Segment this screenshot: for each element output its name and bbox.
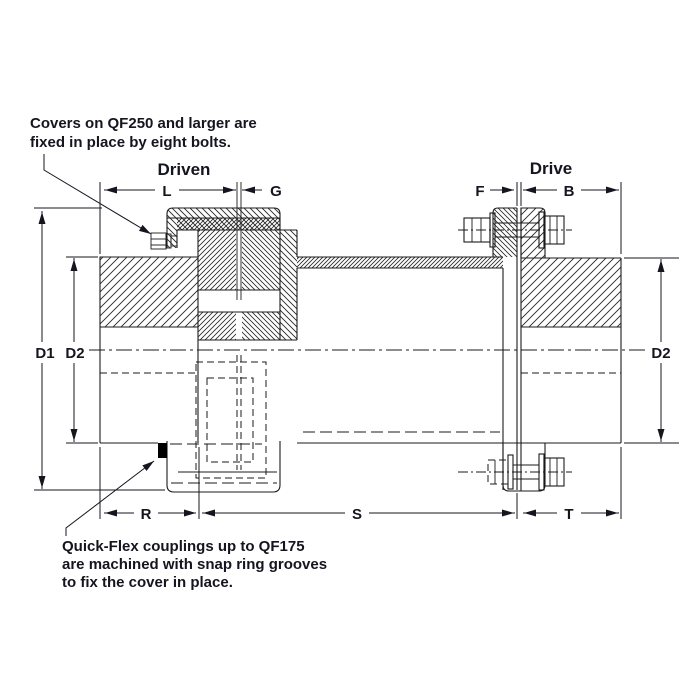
flange-joint (493, 208, 545, 491)
spacer-flange-lug (493, 208, 517, 257)
dim-label-F: F (475, 183, 485, 200)
driven-hub-section (100, 257, 198, 327)
dim-label-L: L (162, 183, 172, 200)
cover-exterior-outline (167, 441, 280, 492)
bottom-note-leader (66, 461, 154, 536)
top-note-line1: Covers on QF250 and larger are (30, 115, 257, 132)
bottom-note-line3: to fix the cover in place. (62, 574, 233, 591)
top-note-leader (44, 154, 151, 234)
hub-flange-lug (521, 208, 545, 258)
dim-label-D2-right: D2 (651, 345, 671, 362)
snap-ring (158, 443, 167, 458)
dim-label-R: R (140, 506, 152, 523)
bottom-note-line2: are machined with snap ring grooves (62, 556, 328, 573)
dim-label-S: S (351, 506, 363, 523)
bottom-bolt (458, 454, 572, 490)
drive-hub-section (521, 258, 621, 327)
bottom-note-line1: Quick-Flex couplings up to QF175 (62, 538, 305, 555)
top-note (30, 115, 257, 151)
tube-section (297, 257, 503, 268)
dim-F (489, 182, 521, 206)
top-note-line2: fixed in place by eight bolts. (30, 134, 231, 151)
dim-label-D1: D1 (35, 345, 55, 362)
label-masks (31, 180, 676, 523)
dim-label-D2-left: D2 (65, 345, 85, 362)
dim-label-B: B (563, 183, 575, 200)
element-carrier-flange (280, 230, 297, 340)
dim-label-T: T (564, 506, 574, 523)
bottom-note (62, 538, 327, 591)
drive-section-label: Drive (529, 159, 573, 178)
dim-label-G: G (270, 183, 282, 200)
spacer-tube (280, 230, 503, 443)
driven-section-label: Driven (157, 160, 211, 179)
driven-hub (100, 230, 262, 444)
